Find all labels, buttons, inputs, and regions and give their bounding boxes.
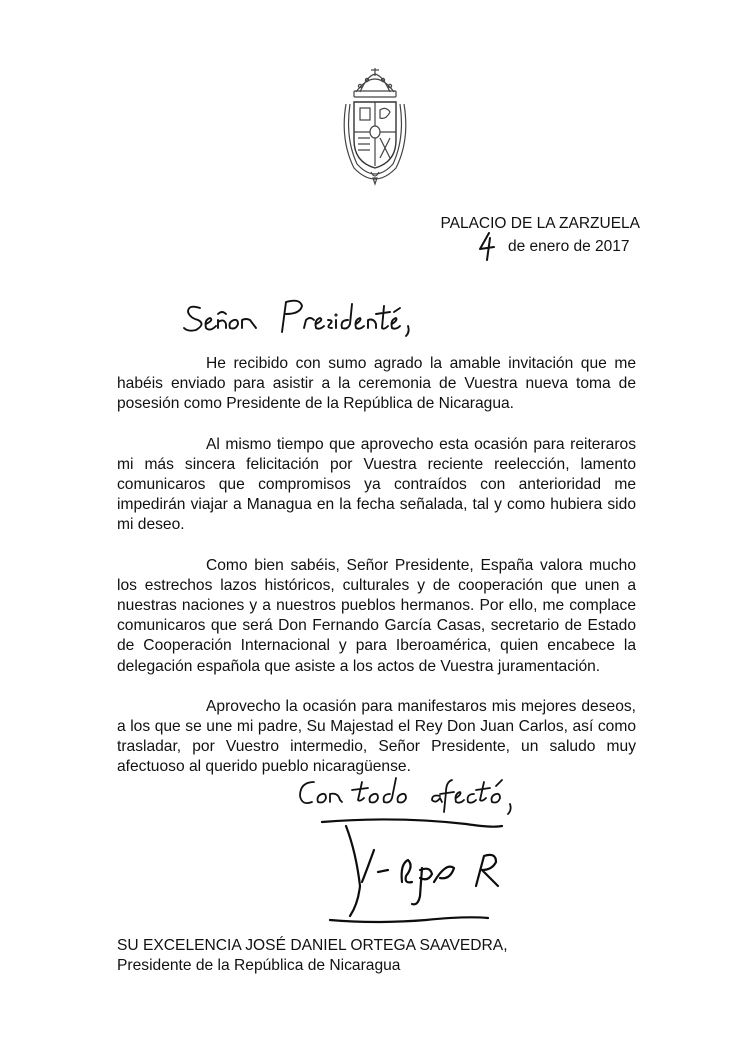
paragraph-3: Como bien sabéis, Señor Presidente, España valora mucho los estrechos lazos históricos, culturales y de cooperación que unen a nuestras naciones y a nuestros pueblos hermanos. Por ello, me complace comunicaros que será Don Fernando García Casas, secretario de Estado de Cooperación Internacional y para Iberoamérica, quien encabece la delegación española que asiste a los actos de Vuestra juramentación.: [117, 556, 636, 675]
handwritten-signature: [316, 812, 526, 930]
handwritten-closing: [292, 768, 532, 818]
letter-body: [117, 354, 636, 798]
date-line: [420, 236, 640, 260]
addressee-title: Presidente de la República de Nicaragua: [117, 957, 401, 974]
addressee-name: SU EXCELENCIA JOSÉ DANIEL ORTEGA SAAVEDRA,: [117, 937, 508, 954]
paragraph-2: Al mismo tiempo que aprovecho esta ocasión para reiteraros mi más sincera felicitación por Vuestra reciente reelección, lamento comunicaros que compromisos ya contraídos con anterioridad me impedirán viajar a Managua en la fecha señalada, tal y como hubiera sido mi deseo.: [117, 435, 636, 534]
date-text: de enero de 2017: [508, 238, 630, 255]
handwritten-salutation: [178, 290, 418, 344]
place-line: PALACIO DE LA ZARZUELA: [440, 215, 640, 232]
paragraph-1: He recibido con sumo agrado la amable invitación que me habéis enviado para asistir a la ceremonia de Vuestra nueva toma de posesión como Presidente de la República de Nicaragua.: [117, 355, 636, 413]
royal-coat-of-arms-icon: [330, 62, 420, 190]
addressee-block: [117, 936, 637, 976]
paragraph-4: Aprovecho la ocasión para manifestaros mis mejores deseos, a los que se une mi padre, Su Majestad el Rey Don Juan Carlos, así como trasladar, por Vuestro intermedio, Señor Presidente, un saludo muy afectuoso al querido pueblo nicaragüense.: [117, 697, 636, 776]
handwritten-day-numeral: [476, 230, 498, 262]
letterhead: [420, 214, 640, 260]
